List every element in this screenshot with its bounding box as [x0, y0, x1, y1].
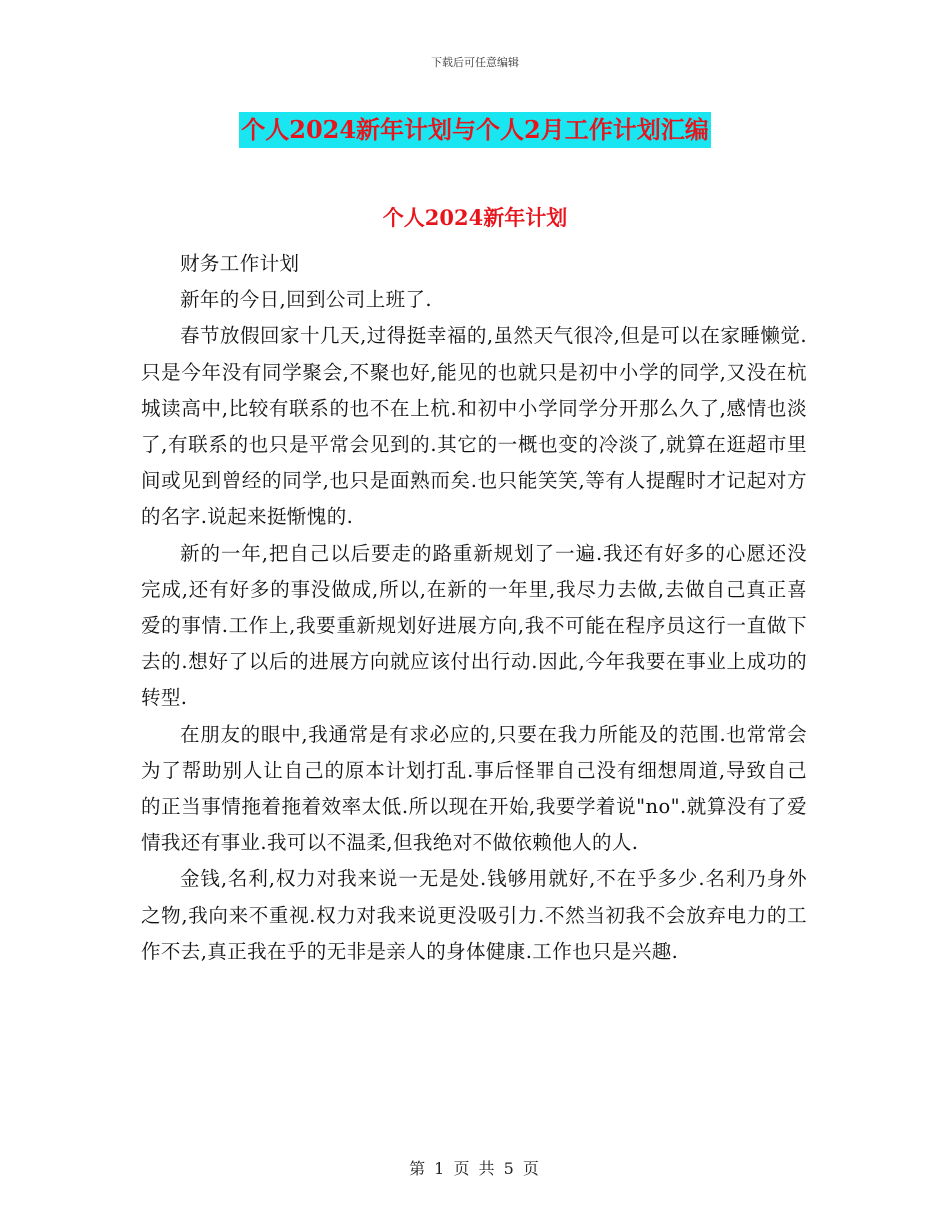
paragraph: 财务工作计划	[180, 252, 300, 275]
page-footer: 第 1 页 共 5 页	[409, 1159, 541, 1178]
main-title-container	[0, 112, 950, 148]
header-note: 下载后可任意编辑	[431, 56, 519, 69]
paragraph: 新年的今日,回到公司上班了.	[180, 288, 432, 312]
paragraph: 新的一年,把自己以后要走的路重新规划了一遍.我还有好多的心愿还没完成,还有好多的事没做成,所以,在新的一年里,我尽力去做,去做自己真正喜爱的事情.工作上,我要重新规划好进展方向,我不可能在程序员这行一直做下去的.想好了以后的进展方向就应该付出行动.因此,今年我要在事业上成功的转型.	[141, 541, 807, 710]
paragraph: 春节放假回家十几天,过得挺幸福的,虽然天气很冷,但是可以在家睡懒觉.只是今年没有同学聚会,不聚也好,能见的也就只是初中小学的同学,又没在杭城读高中,比较有联系的也不在上杭.和初中小学同学分开那么久了,感情也淡了,有联系的也只是平常会见到的.其它的一概也变的冷淡了,就算在逛超市里间或见到曾经的同学,也只是面熟而矣.也只能笑笑,等有人提醒时才记起对方的名字.说起来挺惭愧的.	[141, 324, 807, 529]
section-title: 个人2024新年计划	[382, 205, 568, 230]
document-body	[141, 246, 807, 970]
main-title: 个人2024新年计划与个人2月工作计划汇编	[239, 112, 711, 148]
paragraph: 在朋友的眼中,我通常是有求必应的,只要在我力所能及的范围.也常常会为了帮助别人让自己的原本计划打乱.事后怪罪自己没有细想周道,导致自己的正当事情拖着拖着效率太低.所以现在开始,我要学着说"no".就算没有了爱情我还有事业.我可以不温柔,但我绝对不做依赖他人的人.	[141, 722, 807, 855]
paragraph: 金钱,名利,权力对我来说一无是处.钱够用就好,不在乎多少.名利乃身外之物,我向来不重视.权力对我来说更没吸引力.不然当初我不会放弃电力的工作不去,真正我在乎的无非是亲人的身体健康.工作也只是兴趣.	[141, 867, 807, 963]
